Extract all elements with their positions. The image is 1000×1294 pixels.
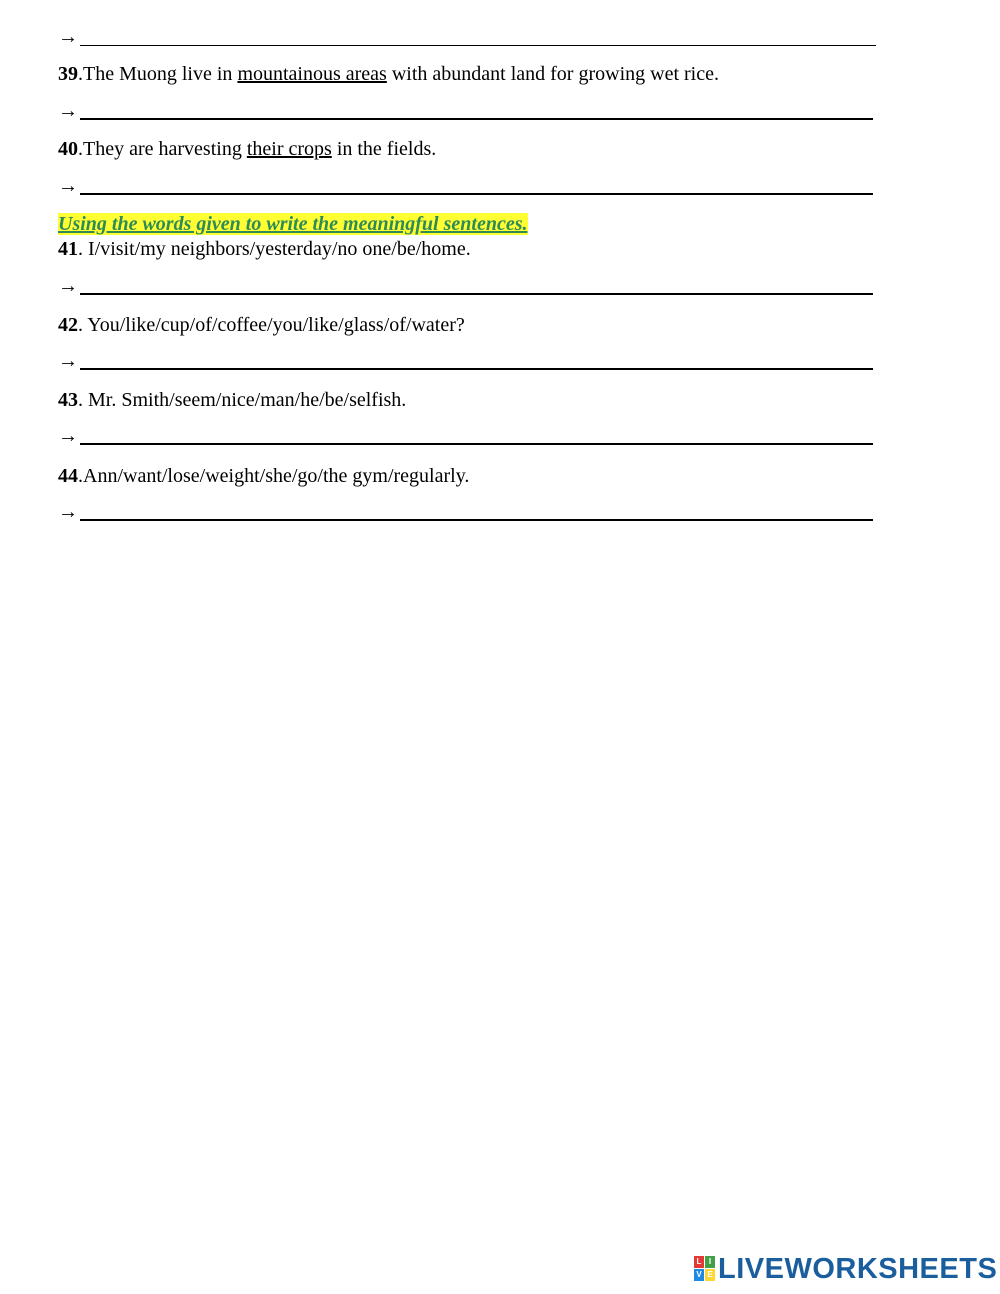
answer-line-42[interactable]: [58, 350, 878, 374]
question-42: [58, 314, 465, 336]
arrow-icon: →: [58, 425, 78, 447]
answer-rule: [80, 193, 873, 195]
question-text: . I/visit/my neighbors/yesterday/no one/be/home.: [78, 238, 471, 260]
answer-rule: [80, 45, 876, 46]
answer-rule: [80, 368, 873, 370]
logo-square: I: [705, 1256, 715, 1268]
answer-line-40[interactable]: [58, 175, 878, 199]
answer-rule: [80, 293, 873, 295]
question-text: .They are harvesting: [78, 138, 247, 160]
arrow-icon: →: [58, 275, 78, 297]
arrow-icon: →: [58, 175, 78, 197]
answer-rule: [80, 443, 873, 445]
logo-squares-icon: [694, 1256, 716, 1282]
logo-text: LIVEWORKSHEETS: [718, 1253, 998, 1285]
answer-line-41[interactable]: [58, 275, 878, 299]
answer-line-39[interactable]: [58, 100, 878, 124]
answer-line-38[interactable]: [58, 26, 878, 50]
logo-square: V: [694, 1269, 704, 1281]
question-text: . You/like/cup/of/coffee/you/like/glass/of/water?: [78, 314, 465, 336]
logo-square: L: [694, 1256, 704, 1268]
question-text: . Mr. Smith/seem/nice/man/he/be/selfish.: [78, 389, 407, 411]
answer-line-43[interactable]: [58, 425, 878, 449]
question-40: [58, 138, 436, 160]
answer-rule: [80, 118, 873, 120]
question-44: [58, 465, 469, 487]
question-text: with abundant land for growing wet rice.: [386, 63, 719, 85]
arrow-icon: →: [58, 501, 78, 523]
question-number: 44: [58, 465, 78, 487]
underlined-phrase: their crops: [246, 138, 332, 160]
question-number: 41: [58, 238, 78, 260]
question-text: .Ann/want/lose/weight/she/go/the gym/regularly.: [78, 465, 470, 487]
underlined-phrase: mountainous areas: [237, 63, 387, 85]
question-number: 42: [58, 314, 78, 336]
question-text: .The Muong live in: [78, 63, 238, 85]
section-instruction: Using the words given to write the meaningful sentences.: [58, 213, 528, 235]
question-number: 43: [58, 389, 78, 411]
answer-rule: [80, 519, 873, 521]
question-43: [58, 389, 406, 411]
arrow-icon: →: [58, 350, 78, 372]
question-number: 40: [58, 138, 78, 160]
logo-square: E: [705, 1269, 715, 1281]
arrow-icon: →: [58, 100, 78, 122]
liveworksheets-logo: [694, 1254, 997, 1284]
question-39: [58, 63, 719, 85]
arrow-icon: →: [58, 26, 78, 48]
question-text: in the fields.: [331, 138, 437, 160]
answer-line-44[interactable]: [58, 501, 878, 525]
question-number: 39: [58, 63, 78, 85]
question-41: [58, 238, 471, 260]
